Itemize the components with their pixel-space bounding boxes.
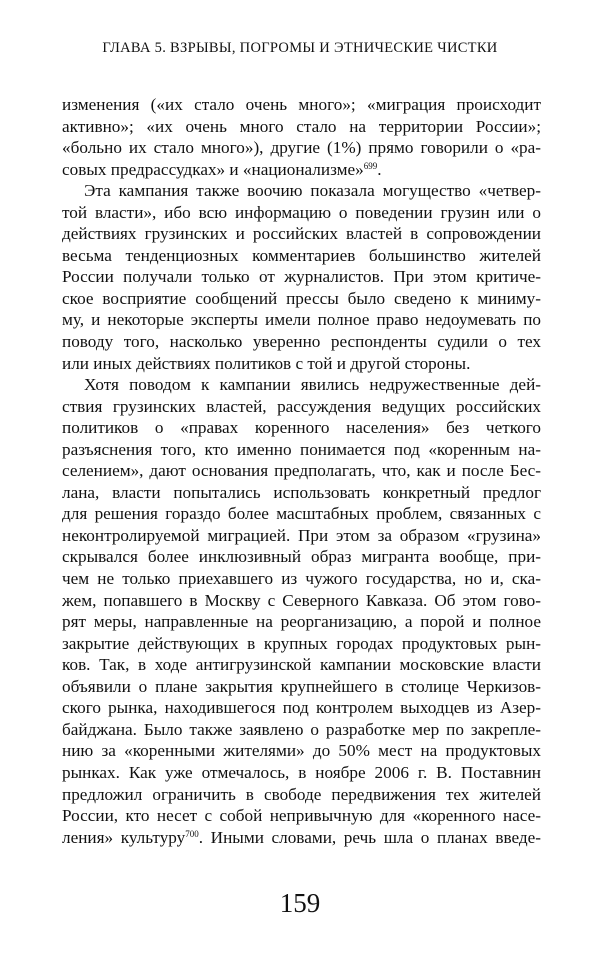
- line-text: ления» культуру: [62, 827, 186, 847]
- text-line: [62, 288, 541, 310]
- text-line: [62, 784, 541, 806]
- line-text: лана, власти попытались использовать конкретный предлог: [62, 482, 541, 502]
- line-text: совых предрассудках» и «национализме»: [62, 159, 364, 179]
- text-line: [62, 245, 541, 267]
- line-text: изменения («их стало очень много»; «миграция происходит: [62, 95, 541, 114]
- line-text: весьма тенденциозных комментариев большинство жителей: [62, 245, 541, 265]
- line-text: рят меры, направленные на реорганизацию, а порой и полное: [62, 612, 541, 632]
- text-line: [62, 762, 541, 784]
- text-line: [62, 482, 541, 504]
- line-text: предложил ограничить в свободе передвижения тех жителей: [62, 784, 541, 804]
- line-text: России, кто несет с собой непривычную для «коренного насе-: [62, 806, 541, 826]
- text-line: [62, 439, 541, 461]
- text-line: [62, 266, 541, 288]
- line-text: разъяснения того, кто именно понимается под «коренным на-: [62, 439, 541, 459]
- line-text: ков. Так, в ходе антигрузинской кампании московские власти: [62, 655, 541, 675]
- text-line: [62, 331, 541, 353]
- line-text: .: [377, 159, 382, 179]
- line-text: Эта кампания также воочию показала могущество «четвер-: [84, 181, 541, 201]
- line-text: активно»; «их очень много стало на территории России»;: [62, 116, 541, 136]
- line-text: для решения гораздо более масштабных проблем, связанных с: [62, 504, 541, 524]
- line-text: нию за «коренными жителями» до 50% мест на продуктовых: [62, 741, 541, 761]
- text-line: [62, 374, 541, 396]
- paragraph: [62, 374, 541, 848]
- text-line: [62, 719, 541, 741]
- text-line: [62, 353, 541, 375]
- line-text: байджана. Было также заявлено о разработке мер по закрепле-: [62, 719, 541, 739]
- text-line: [62, 180, 541, 202]
- text-line: [62, 223, 541, 245]
- text-line: [62, 503, 541, 525]
- line-text: действиях грузинских и российских властей в сопровождении: [62, 224, 541, 244]
- text-line: [62, 590, 541, 612]
- line-text: ского рынка, находившегося под контролем выходцев из Азер-: [62, 698, 541, 718]
- text-line: [62, 417, 541, 439]
- line-text: ское восприятие сообщений прессы было сведено к миниму-: [62, 288, 541, 308]
- text-line: [62, 740, 541, 762]
- running-header: ГЛАВА 5. ВЗРЫВЫ, ПОГРОМЫ И ЭТНИЧЕСКИЕ ЧИСТКИ: [102, 40, 498, 56]
- text-line: [62, 116, 541, 138]
- line-text: поводу того, насколько уверенно респонденты судили о тех: [62, 332, 541, 352]
- text-line: [62, 654, 541, 676]
- line-text: той власти», ибо всю информацию о поведении грузин или о: [62, 202, 541, 222]
- text-line: [62, 611, 541, 633]
- line-text: . Иными словами, речь шла о планах введе-: [198, 827, 541, 847]
- line-text: ствия грузинских властей, рассуждения ведущих российских: [62, 396, 541, 416]
- line-text: объявили о плане закрытия крупнейшего в столице Черкизов-: [62, 676, 541, 696]
- line-text: политиков о «правах коренного населения» без четкого: [62, 418, 541, 438]
- text-line: [62, 137, 541, 159]
- text-line: [62, 827, 541, 849]
- text-line: [62, 159, 541, 181]
- text-line: [62, 633, 541, 655]
- text-line: [62, 202, 541, 224]
- text-line: [62, 94, 541, 116]
- line-text: жем, попавшего в Москву с Северного Кавказа. Об этом гово-: [62, 590, 541, 610]
- body-text: [62, 94, 541, 848]
- text-line: [62, 697, 541, 719]
- text-line: [62, 460, 541, 482]
- paragraph: [62, 94, 541, 180]
- text-line: [62, 525, 541, 547]
- line-text: скрывался более инклюзивный образ мигранта вообще, при-: [62, 547, 541, 567]
- page-number: 159: [279, 888, 321, 918]
- line-text: России получали только от журналистов. При этом критиче-: [62, 267, 541, 287]
- line-text: неконтролируемой миграцией. При этом за образом «грузина»: [62, 525, 541, 545]
- line-text: чем не только приехавшего из чужого государства, но и, ска-: [62, 569, 541, 589]
- text-line: [62, 805, 541, 827]
- line-text: рынках. Как уже отмечалось, в ноябре 2006 г. В. Поставнин: [62, 762, 541, 782]
- footnote-reference: 700: [185, 828, 199, 839]
- line-text: му, и некоторые эксперты имели полное право недоумевать по: [62, 310, 541, 330]
- line-text: селением», дают основания предполагать, что, как и после Бес-: [62, 461, 541, 481]
- text-line: [62, 676, 541, 698]
- line-text: закрытие действующих в крупных городах продуктовых рын-: [62, 633, 541, 653]
- line-text: «больно их стало много»), другие (1%) прямо говорили о «ра-: [62, 138, 541, 158]
- text-line: [62, 546, 541, 568]
- text-line: [62, 568, 541, 590]
- text-line: [62, 309, 541, 331]
- footnote-reference: 699: [363, 160, 378, 171]
- text-line: [62, 396, 541, 418]
- line-text: или иных действиях политиков с той и другой стороны.: [62, 353, 471, 373]
- line-text: Хотя поводом к кампании явились недружественные дей-: [84, 375, 541, 395]
- paragraph: [62, 180, 541, 374]
